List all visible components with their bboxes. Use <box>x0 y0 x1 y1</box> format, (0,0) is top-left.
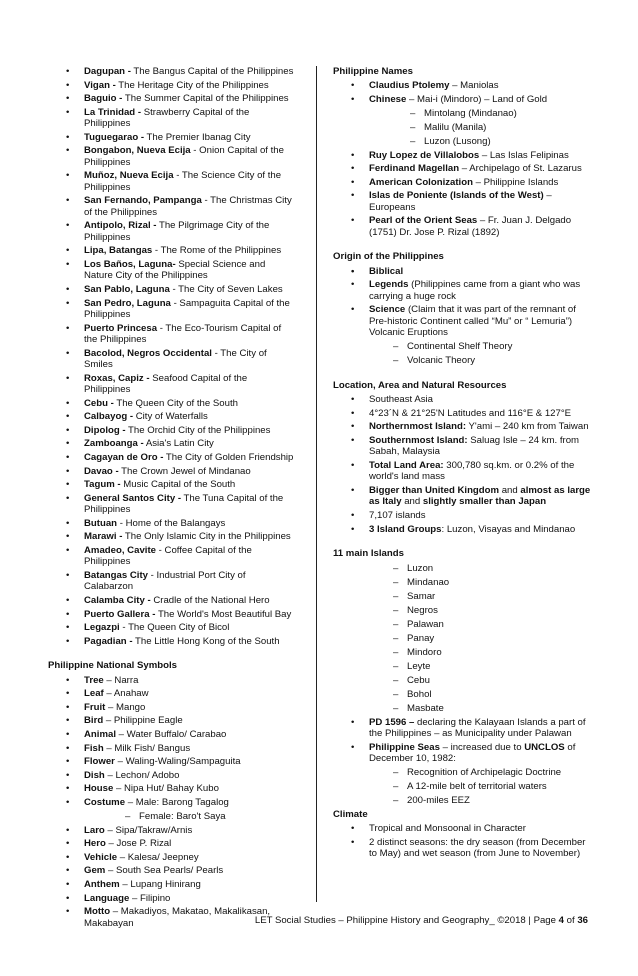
symbol-name: Anthem <box>84 879 120 890</box>
city-name: Dipolog - <box>84 424 126 436</box>
city-desc: - The Queen City of Bicol <box>119 622 230 634</box>
symbol-desc: – Lechon/ Adobo <box>104 769 180 781</box>
list-item <box>333 304 591 338</box>
city-desc: The Heritage City of the Philippines <box>115 79 269 91</box>
list-item <box>48 783 296 794</box>
list-item <box>48 570 296 593</box>
fact-name: 3 Island Groups <box>369 523 442 535</box>
list-item <box>48 636 296 647</box>
symbol-desc: – Filipino <box>129 892 171 904</box>
list-item: • Biblical <box>333 266 591 277</box>
list-item <box>333 94 591 105</box>
fact-part: Bigger than United Kingdom <box>369 484 500 496</box>
origin-name: Pearl of the Orient Seas <box>369 215 478 227</box>
sub-list-item: – Bohol <box>333 689 591 700</box>
city-desc: Music Capital of the South <box>120 479 236 491</box>
city-name: Zamboanga - <box>84 438 144 450</box>
fact-desc: – increased due to <box>439 741 525 753</box>
list-item <box>333 524 591 535</box>
list-item <box>48 622 296 633</box>
sub-list-item: – Palawan <box>333 619 591 630</box>
symbol-desc: – Waling-Waling/Sampaguita <box>114 756 241 768</box>
list-item <box>48 879 296 890</box>
symbol-desc: – Mango <box>105 701 146 713</box>
sub-list-item: – Malilu (Manila) <box>333 122 591 133</box>
symbol-desc: – Sipa/Takraw/Arnis <box>104 824 193 836</box>
city-desc: The Tuna Capital of the Philippines <box>84 492 284 516</box>
list-item <box>48 80 296 91</box>
section-heading-main-islands: 11 main Islands <box>333 548 404 560</box>
theory-desc: (Claim that it was part of the remnant of Pre-historic Continent called “Mu” or “ Lemuria”) Volcanic Eruptions <box>369 304 576 339</box>
climate-list <box>333 823 591 859</box>
symbol-desc: – Makadiyos, Makatao, Makalikasan, Makabayan <box>84 906 271 929</box>
origin-name: Chinese <box>369 94 407 105</box>
sub-list-item: – Continental Shelf Theory <box>333 341 591 352</box>
symbol-desc: – South Sea Pearls/ Pearls <box>105 865 224 877</box>
symbol-desc: – Male: Barong Tagalog <box>125 797 229 809</box>
fact-part: and <box>401 496 423 508</box>
city-desc: The Little Hong Kong of the South <box>132 635 280 647</box>
symbol-name: Motto <box>84 906 111 918</box>
symbol-name: House <box>84 783 114 795</box>
city-name: San Pedro, Laguna <box>84 297 171 309</box>
page-footer <box>0 915 588 927</box>
list-item <box>48 132 296 143</box>
city-desc: - The Christmas City of the Philippines <box>84 195 292 218</box>
list-item <box>48 838 296 849</box>
footer-text: LET Social Studies – Philippine History and Geography_ ©2018 | Page <box>254 915 559 926</box>
city-name: Davao - <box>84 465 119 477</box>
list-item <box>48 298 296 321</box>
column-divider <box>316 66 317 902</box>
list-item <box>48 323 296 346</box>
list-item <box>333 80 591 91</box>
philippine-names-list <box>333 80 591 238</box>
symbol-desc: – Milk Fish/ Bangus <box>103 742 191 754</box>
spacer <box>333 369 591 380</box>
city-name: San Pablo, Laguna <box>84 283 170 295</box>
city-name: General Santos City - <box>84 492 182 504</box>
city-desc: The Premier Ibanag City <box>144 131 251 143</box>
list-item <box>48 675 296 686</box>
list-item: • Southeast Asia <box>333 394 591 405</box>
symbol-name: Flower <box>84 756 115 768</box>
location-list <box>333 394 591 535</box>
city-desc: Special Science and Nature City of the Philippines <box>84 258 266 282</box>
city-desc: The Summer Capital of the Philippines <box>122 93 289 105</box>
city-name: Dagupan - <box>84 66 131 77</box>
symbol-desc: – Nipa Hut/ Bahay Kubo <box>113 783 219 795</box>
symbol-desc: – Philippine Eagle <box>103 715 183 727</box>
fact-part: almost as large as Italy <box>369 484 591 508</box>
list-item <box>48 66 296 77</box>
list-item <box>48 688 296 699</box>
city-name: Cagayan de Oro - <box>84 451 164 463</box>
sub-list-item: – Mintolang (Mindanao) <box>333 108 591 119</box>
city-desc: - Coffee Capital of the Philippines <box>84 544 252 568</box>
symbol-name: Fish <box>84 742 104 754</box>
list-item <box>333 177 591 188</box>
list-item <box>48 743 296 754</box>
list-item <box>333 742 591 765</box>
sub-list-item: – Mindanao <box>333 577 591 588</box>
city-name: Amadeo, Cavite <box>84 544 156 556</box>
list-item <box>48 195 296 218</box>
section-heading-climate: Climate <box>333 808 368 820</box>
city-desc: - Onion Capital of the Philippines <box>84 145 284 168</box>
city-name: Pagadian - <box>84 635 133 647</box>
city-name: Batangas City <box>84 569 148 581</box>
list-item <box>48 466 296 477</box>
city-desc: Strawberry Capital of the Philippines <box>84 106 250 130</box>
list-item <box>48 729 296 740</box>
list-item <box>333 435 591 458</box>
city-desc: The Bangus Capital of the Philippines <box>130 66 294 77</box>
page-number: 4 <box>558 915 564 926</box>
city-desc: - The City of Seven Lakes <box>169 283 283 295</box>
list-item <box>48 107 296 130</box>
symbol-name: Fruit <box>84 701 106 713</box>
city-desc: The Only Islamic City in the Philippines <box>122 531 291 543</box>
city-name: Cebu - <box>84 397 114 409</box>
symbol-name: Gem <box>84 865 106 877</box>
origin-name: Claudius Ptolemy <box>369 80 450 92</box>
city-name: Marawi - <box>84 531 123 543</box>
list-item: • 2 distinct seasons: the dry season (from December to May) and wet season (from June to November) <box>333 837 591 860</box>
sub-list-item: – Female: Baro't Saya <box>48 811 296 822</box>
symbol-name: Costume <box>84 797 126 809</box>
fact-desc: 300,780 sq.km. or 0.2% of the world's land mass <box>369 459 575 483</box>
city-desc: - Industrial Port City of Calabarzon <box>84 569 246 593</box>
sub-list-item: – Mindoro <box>333 647 591 658</box>
fact-desc: declaring the Kalayaan Islands a part of the Philippines – as Municipality under Palawan <box>369 716 586 739</box>
list-item <box>48 259 296 282</box>
list-item <box>48 893 296 904</box>
origin-name: Ruy Lopez de Villalobos <box>369 149 480 161</box>
fact-name: PD 1596 – <box>369 716 415 728</box>
symbol-name: Animal <box>84 729 116 741</box>
section-heading-philippine-names: Philippine Names <box>333 66 413 77</box>
sub-list-item: – Recognition of Archipelagic Doctrine <box>333 767 591 778</box>
list-item <box>48 595 296 606</box>
city-name: Puerto Princesa <box>84 322 158 334</box>
fact-desc: Y'ami – 240 km from Taiwan <box>466 421 589 433</box>
origin-name: Islas de Poniente (Islands of the West) <box>369 190 544 202</box>
origin-list <box>333 266 591 366</box>
sub-list-item: – Volcanic Theory <box>333 355 591 366</box>
list-item <box>48 702 296 713</box>
list-item <box>48 797 296 808</box>
fact-name: Southernmost Island: <box>369 434 468 446</box>
city-desc: - Home of the Balangays <box>117 517 226 529</box>
theory-name: Science <box>369 304 406 316</box>
city-desc: Asia's Latin City <box>143 438 214 450</box>
city-desc: The Orchid City of the Philippines <box>125 424 271 436</box>
symbol-desc: – Lupang Hinirang <box>119 879 201 890</box>
list-item <box>48 348 296 371</box>
city-name: Lipa, Batangas <box>84 245 153 257</box>
list-item <box>48 245 296 256</box>
list-item <box>48 452 296 463</box>
origin-desc: – Las Islas Felipinas <box>479 149 569 161</box>
page-total: 36 <box>577 915 588 926</box>
list-item <box>48 865 296 876</box>
fact-desc: Saluag Isle – 24 km. from Sabah, Malaysia <box>369 434 580 458</box>
city-desc: The World's Most Beautiful Bay <box>155 608 292 620</box>
city-name: Puerto Gallera - <box>84 608 156 620</box>
origin-desc: – Europeans <box>369 190 552 213</box>
spacer <box>333 240 591 251</box>
sub-list-item: – Samar <box>333 591 591 602</box>
fact-name: Total Land Area: <box>369 459 444 471</box>
fact-part: slightly smaller than Japan <box>422 496 547 508</box>
origin-desc: – Fr. Juan J. Delgado (1751) Dr. Jose P. Rizal (1892) <box>369 215 572 238</box>
list-item <box>333 717 591 740</box>
fact-name: UNCLOS <box>524 741 565 753</box>
theory-name: Legends <box>369 279 409 291</box>
city-name: Legazpi <box>84 622 120 634</box>
city-name: San Fernando, Pampanga <box>84 195 202 207</box>
fact-name: Philippine Seas <box>369 741 440 753</box>
list-item <box>333 421 591 432</box>
fact-desc: of December 10, 1982: <box>369 741 576 764</box>
city-desc: The Pilgrimage City of the Philippines <box>84 220 270 243</box>
symbol-desc: – Anahaw <box>103 688 149 700</box>
list-item <box>333 215 591 238</box>
section-heading-origin: Origin of the Philippines <box>333 251 444 263</box>
list-item <box>48 438 296 449</box>
list-item <box>48 411 296 422</box>
sub-list-item: – Leyte <box>333 661 591 672</box>
city-desc: - Sampaguita Capital of the Philippines <box>84 297 290 320</box>
fact-name: Northernmost Island: <box>369 421 467 433</box>
city-name: Calamba City - <box>84 594 151 606</box>
list-item <box>48 479 296 490</box>
city-name: Bongabon, Nueva Ecija <box>84 145 191 157</box>
list-item: • 7,107 islands <box>333 510 591 521</box>
section-heading-national-symbols: Philippine National Symbols <box>48 660 178 672</box>
city-name: Calbayog - <box>84 411 134 423</box>
fact-part: and <box>499 484 521 496</box>
list-item <box>48 493 296 516</box>
origin-desc: – Archipelago of St. Lazarus <box>459 163 582 175</box>
origin-desc: – Maniolas <box>449 80 499 92</box>
symbol-name: Vehicle <box>84 851 118 863</box>
list-item <box>48 373 296 396</box>
sub-list-item: – Masbate <box>333 703 591 714</box>
city-name: Roxas, Capiz - <box>84 372 150 384</box>
symbol-desc: – Narra <box>103 674 139 686</box>
sub-list-item: – 200-miles EEZ <box>333 795 591 806</box>
list-item: • 4°23´N & 21°25'N Latitudes and 116°E & 127°E <box>333 408 591 419</box>
list-item: • Tropical and Monsoonal in Character <box>333 823 591 834</box>
city-name: Antipolo, Rizal - <box>84 220 157 232</box>
list-item <box>48 145 296 168</box>
origin-desc: – Philippine Islands <box>472 176 559 188</box>
city-name: Vigan - <box>84 79 116 91</box>
city-desc: The Queen City of the South <box>113 397 238 409</box>
symbol-name: Bird <box>84 715 104 727</box>
sub-list-item: – Luzon <box>333 563 591 574</box>
origin-name: American Colonization <box>369 176 473 188</box>
city-capitals-list <box>48 66 296 647</box>
list-item <box>48 545 296 568</box>
list-item <box>48 852 296 863</box>
city-name: Butuan <box>84 517 118 529</box>
list-item <box>48 93 296 104</box>
list-item <box>48 425 296 436</box>
list-item <box>48 170 296 193</box>
list-item <box>48 770 296 781</box>
symbol-name: Laro <box>84 824 105 836</box>
city-name: La Trinidad - <box>84 106 142 118</box>
main-islands-list <box>333 563 591 806</box>
city-desc: The City of Golden Friendship <box>163 451 294 463</box>
city-name: Los Baños, Laguna- <box>84 258 176 270</box>
list-item <box>333 190 591 213</box>
list-item <box>333 460 591 483</box>
city-desc: - The Science City of the Philippines <box>84 170 282 193</box>
origin-desc: – Mai-i (Mindoro) – Land of Gold <box>406 94 548 105</box>
list-item <box>333 279 591 302</box>
footer-of: of <box>563 915 578 926</box>
national-symbols-list <box>48 675 296 929</box>
city-name: Bacolod, Negros Occidental <box>84 347 212 359</box>
symbol-name: Hero <box>84 838 106 850</box>
symbol-name: Language <box>84 892 130 904</box>
symbol-desc: – Water Buffalo/ Carabao <box>116 729 227 741</box>
symbol-name: Dish <box>84 769 105 781</box>
list-item <box>48 531 296 542</box>
city-name: Tagum - <box>84 479 121 491</box>
list-item <box>48 715 296 726</box>
city-name: Baguio - <box>84 93 123 105</box>
list-item <box>48 284 296 295</box>
symbol-name: Tree <box>84 674 104 686</box>
city-desc: - The Rome of the Philippines <box>152 245 282 257</box>
sub-list-item: – Panay <box>333 633 591 644</box>
section-heading-location: Location, Area and Natural Resources <box>333 379 507 391</box>
origin-name: Ferdinand Magellan <box>369 163 460 175</box>
sub-list-item: – A 12-mile belt of territorial waters <box>333 781 591 792</box>
fact-desc: : Luzon, Visayas and Mindanao <box>441 523 576 535</box>
sub-list-item: – Cebu <box>333 675 591 686</box>
city-name: Muñoz, Nueva Ecija <box>84 170 174 182</box>
city-desc: City of Waterfalls <box>133 411 208 423</box>
list-item <box>48 825 296 836</box>
city-name: Tuguegarao - <box>84 131 145 143</box>
list-item <box>48 518 296 529</box>
list-item <box>333 163 591 174</box>
city-desc: Cradle of the National Hero <box>150 594 270 606</box>
city-desc: - The Eco-Tourism Capital of the Philippines <box>84 322 282 345</box>
list-item <box>48 609 296 620</box>
list-item <box>48 220 296 243</box>
spacer <box>333 537 591 548</box>
sub-list-item: – Luzon (Lusong) <box>333 136 591 147</box>
symbol-name: Leaf <box>84 688 104 700</box>
city-desc: Seafood Capital of the Philippines <box>84 372 248 395</box>
theory-desc: (Philippines came from a giant who was carrying a huge rock <box>369 279 581 302</box>
spacer <box>48 649 296 660</box>
right-column <box>333 66 591 862</box>
symbol-desc: – Kalesa/ Jeepney <box>117 851 199 863</box>
list-item <box>48 756 296 767</box>
list-item <box>333 150 591 161</box>
list-item <box>48 398 296 409</box>
sub-list-item: – Negros <box>333 605 591 616</box>
list-item <box>333 485 591 508</box>
city-desc: The Crown Jewel of Mindanao <box>118 465 251 477</box>
city-desc: - The City of Smiles <box>84 347 267 370</box>
symbol-desc: – Jose P. Rizal <box>105 838 172 850</box>
left-column <box>48 66 296 931</box>
